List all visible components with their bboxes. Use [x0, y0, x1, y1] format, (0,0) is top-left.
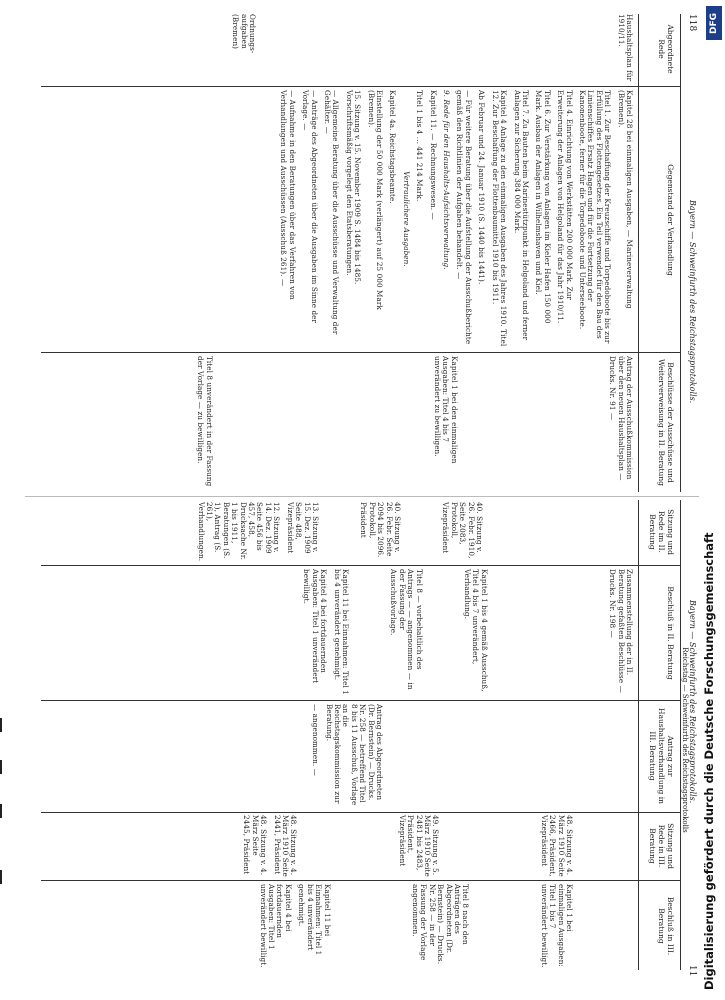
right-col2-entry: Kapitel 4 bei fortdauernden Ausgaben: Titel 1 unverändert bewilligt.: [302, 569, 329, 684]
left-col2-entry: Titel 7. Zu Bauten beim Marinestützpunkt in Helgoland und ferner Anlagen zur Sicherung 384 000 Mark.: [512, 90, 530, 341]
right-col4-entry: 49. Sitzung v. 5. März 1910 Seite 2481 bis 2483, Präsident, Vizepräsident: [397, 815, 441, 877]
left-col2-entry: Titel 4. Einrichtung von Werkstätten 200 000 Mark. Zur Erweiterung der Anlagen von Helgoland für das Jahr 1910/11.: [556, 90, 574, 324]
right-col5-entry: Titel 8 nach den Anträgen des Abgeordneten (Dr. Bernstein) — Drucks. Nr. 258 — in der Fassung der Vorlage angenommen.: [410, 884, 471, 965]
margin-mark: [0, 760, 2, 774]
page-number-left: 118: [687, 14, 697, 32]
right-header-1: Sitzung und Rede im II. Beratung: [648, 509, 675, 555]
left-header-2: Gegenstand der Verhandlung: [666, 164, 675, 276]
left-col2-entry: — Allgemeine Beratung über die Ausschüsse und Verwaltung der Gehälter. —: [323, 90, 341, 335]
right-header-4: Sitzung und Rede in III. Beratung: [648, 823, 675, 869]
right-col1: [191, 502, 633, 562]
left-col2-entry: Einstellung der 50 000 Mark (verlängert) auf 25 000 Mark (Bremen).: [366, 90, 385, 310]
right-col3: [306, 704, 633, 808]
running-head-left: Bayern — Schweinfurth des Reichstagsprotokolls.: [688, 200, 697, 404]
right-col3-entry: — angenommen. —: [311, 704, 321, 776]
right-top-bracket: Reichstag — Schweinfurth des Reichstagsprotokolls: [681, 647, 689, 833]
left-col1: [226, 14, 633, 84]
right-col1-entry: 40. Sitzung v. 26. Febr. 1910, Seite 2083, Protokoll, Vizepräsident: [441, 502, 484, 559]
dfg-logo-icon: DFG: [706, 6, 722, 40]
margin-mark: [0, 718, 2, 732]
col-divider-right-4: [41, 880, 681, 881]
right-col4: [237, 815, 633, 877]
left-col2-entry: Titel 6. Zur Verstärkung von Anlagen im Kieler Hafen 150 000 Mark. Ausbau der Anlagen in Wilhelmshaven und Kiel.: [534, 90, 552, 324]
right-header-3: Antrag zur Haushaltsverhandlung in III. Beratung: [648, 708, 675, 804]
rule-header-right: [638, 500, 639, 970]
dfg-credit: Digitalisierung gefördert durch die Deutsche Forschungsgemeinschaft: [702, 532, 716, 990]
right-col1-entry: 13. Sitzung v. 15. Dez. 1909 Seite 488, Vizepräsident: [285, 502, 320, 554]
right-header-2: Beschluß in II. Beratung: [666, 586, 675, 680]
left-col2-entry: Ab Februar und 24. Januar 1910 (S. 1440 bis 1441).: [477, 90, 487, 285]
rule-top-right: [680, 500, 681, 970]
right-col2: [297, 569, 633, 697]
gutter: [25, 496, 705, 497]
margin-mark: [0, 870, 2, 884]
page-number-right: 11: [687, 965, 697, 977]
right-col2-entry: Titel 8 — vorbehaltlich des Antrags — — angenommen — in der Fassung der Ausschußvorlage.: [389, 569, 424, 690]
col-divider-right-2: [41, 700, 681, 701]
col-divider-left-1: [41, 86, 681, 87]
left-col2-entry: Titel 1. Zur Beschaffung der Kreuzschiffe und Torpedoboote bis zur Erfüllung des Flottengesetzes. Ein Teil verwendet für den Bau des Linienschiffes Ersatz Hagen und für die Fortsetzung der Kanonenboote, ferner für die Torpedoboote und Unterseeboote.: [577, 90, 613, 344]
left-col2-entry: — Für weitere Beratung über die Aufstellung der Ausschußberichte gemäß den Richtlinien der Aufgaben behandelt. —: [455, 90, 473, 345]
left-col3-entry: Antrag der Ausschußkommission über den neuen Haushaltsplan — Drucks. Nr. 91 —: [608, 356, 634, 481]
left-col2-entry: — Anträge des Abgeordneten über die Ausgaben im Sinne der Vorlage. —: [301, 90, 319, 324]
right-col5: [253, 884, 633, 968]
left-col2-entry: Vertraulichere Ausgaben.: [401, 171, 411, 267]
left-col2: [274, 90, 633, 348]
right-col5-entry: Kapitel 1 bei einmaligen Ausgaben: Titel 1 bis 7 unverändert bewilligt.: [539, 884, 574, 968]
margin-mark: [0, 804, 2, 818]
right-col4-entry: 48. Sitzung v. 4. März 1910 Seite 2441, Präsident: [272, 815, 299, 877]
left-col2-entry: Kapitel 28 bei einmaligen Ausgaben, — Marineverwaltung (Bremen).: [616, 90, 634, 309]
right-col4-entry: 48. Sitzung v. 4. März Seite 2445, Präsident: [242, 815, 269, 876]
left-col2-entry: 15. Sitzung v. 15. November 1909 S. 1484 bis 1485. Vorschriftsmäßig vorgelegt den Etatsberatungen.: [344, 90, 363, 285]
running-head-right: Bayern — Schweinfurth des Reichstagsprotokolls.: [688, 600, 697, 804]
right-col5-entry: Kapitel 4 bei fortdauernden Ausgaben: Titel 1 unverändert bewilligt.: [258, 884, 293, 968]
col-divider-right-3: [41, 812, 681, 813]
right-col4-entry: 48. Sitzung v. 4. März 1910 Seite 2466, Präsident, Vizepräsident: [539, 815, 574, 877]
right-col2-entry: Kapitel 1 bis 4 gemäß Ausschuß, Titel 4 bis 7 unverändert, Verhandlung.: [462, 569, 489, 692]
right-col3-entry: Antrag des Abgeordneten (Dr. Bernstein) — Drucks. Nr. 258 — betreffend Titel 8 bis 11 Ausschuß, Vorlage an die Reichstagskommission zur Beratung.: [324, 704, 384, 806]
left-col2-entry: — Aufnahme in den Beratungen über das Verfahren von Verhandlungen und Ausschüssen (Ausschuß 261). —: [279, 90, 297, 300]
col-divider-left-2: [41, 352, 681, 353]
left-col2-entry: Titel 1 bis 4 ... 441 214 Mark.: [415, 90, 425, 202]
right-col2-entry: Zusammenstellung der in II. Beratung gefaßten Beschlüsse — Drucks. Nr. 198 —: [608, 569, 634, 693]
right-col1-entry: 40. Sitzung v. 26. Febr. Seite 2094 bis 2096. Protokoll, Präsident: [359, 502, 402, 558]
col-divider-right-1: [41, 565, 681, 566]
right-col5-entry: Kapitel 11 bei Einnahmen: Titel 1 bis 4 unverändert genehmigt.: [297, 884, 332, 956]
left-col2-entry: Kapitel 4a. Reichstagsbeamte.: [388, 90, 398, 204]
left-col1-entry: Ordnungs-aufgaben (Bremen): [231, 14, 258, 54]
left-col2-entry: 9. Rede für den Haushalts-Aufsichtsverwaltung.: [442, 90, 452, 270]
left-col3-entry: Titel 8 unverändert in der Fassung der Vorlage — zu bewilligen.: [196, 356, 214, 487]
left-header-3: Beschlüsse der Ausschüsse und Weiterverweisung in II. Beratung: [657, 359, 675, 486]
left-col2-entry: Kapitel 4 Anlage zu den einmaligen Ausgaben des Jahres 1910. Titel 12. Zur Beschaffung der Flottenbaumittel 1910 bis 1911.: [490, 90, 509, 347]
left-col2-entry: Kapitel 11. — Rechnungswesen. —: [428, 90, 438, 220]
right-header-5: Beschluß in III. Beratung: [657, 896, 675, 956]
left-header-1: Abgeordnete Rede: [657, 24, 675, 74]
left-col1-entry: Haushaltsplan für 1910/11.: [616, 14, 634, 82]
right-col1-entry: 12. Sitzung v. 14. Dez. 1909 Seite 456 bis 457, 458, Drucksache Nr. 1 bis 1911, Beratungen (S. 1), Antrag (S. 261), Verhandlungen.: [196, 502, 282, 562]
left-col3: [191, 356, 633, 488]
left-col3-entry: Kapitel 1 bei den einmaligen Ausgaben: Titel 4 bis 7 unverändert zu bewilligen.: [432, 356, 459, 464]
right-col2-entry: Kapitel 11 bei Einnahmen: Titel 1 bis 4 unverändert genehmigt.: [332, 569, 350, 695]
